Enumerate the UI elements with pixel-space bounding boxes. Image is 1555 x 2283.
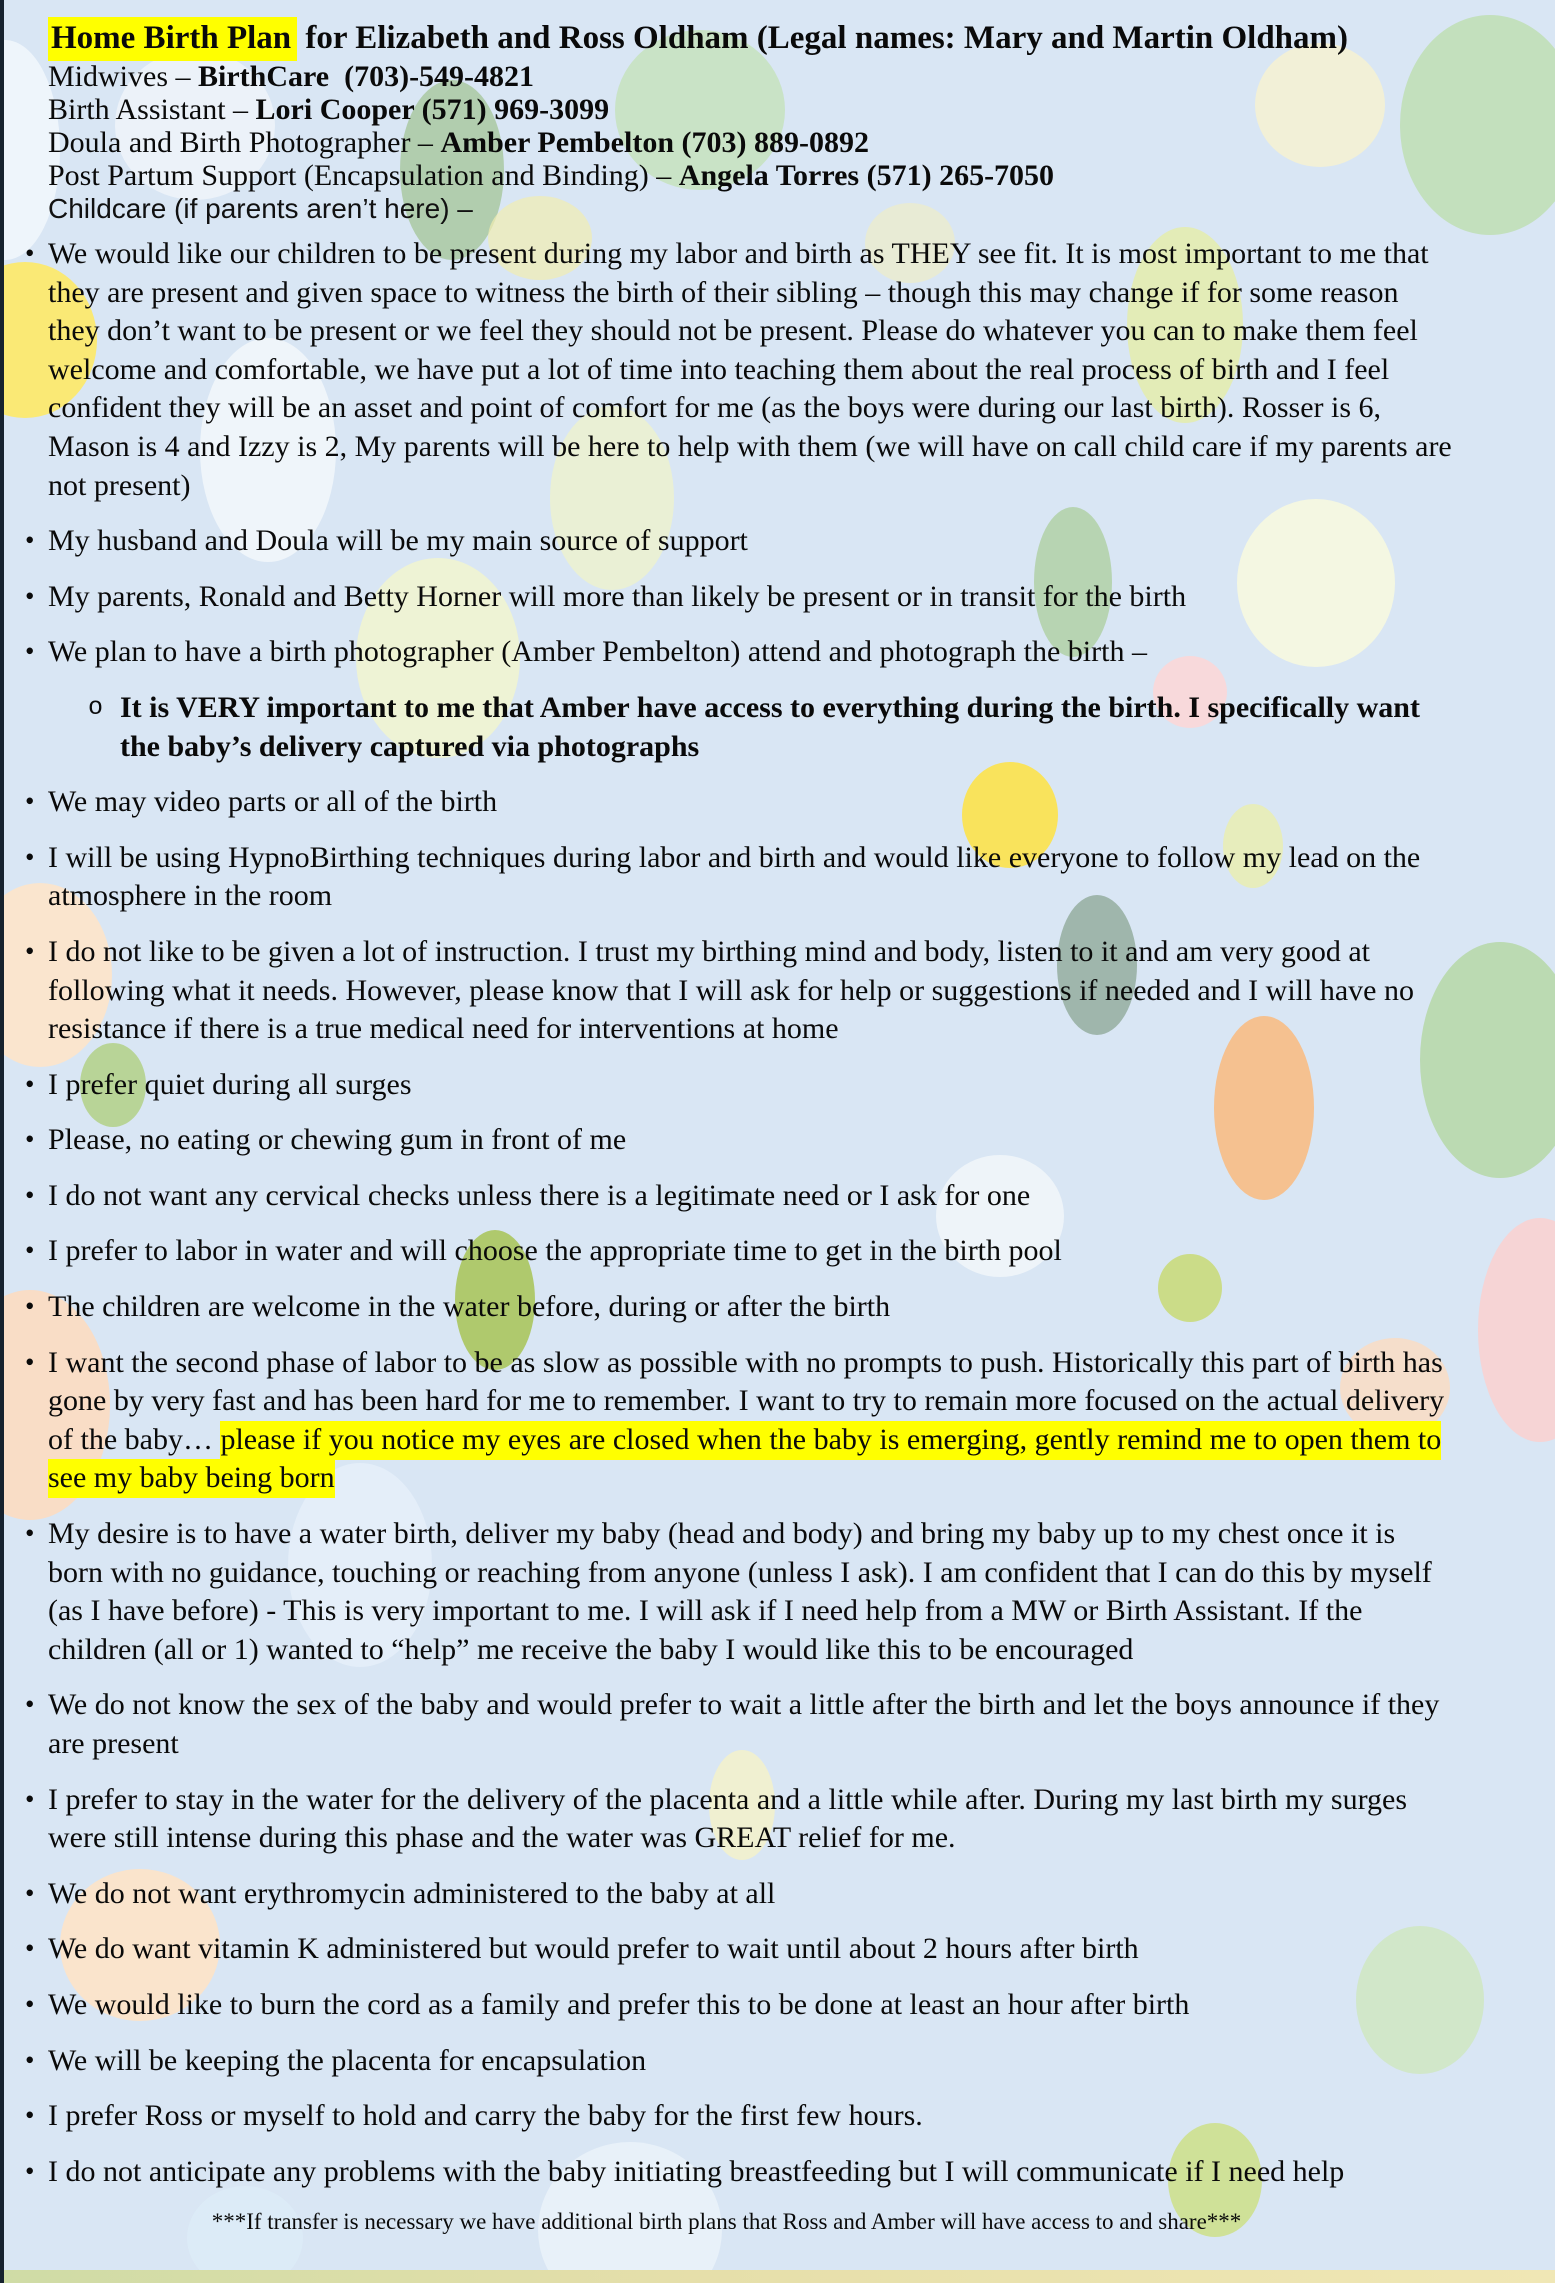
disc-bullet-marker: • — [25, 636, 35, 667]
contact-label: Post Partum Support (Encapsulation and Binding) – — [48, 159, 679, 192]
bullet-text: The children are welcome in the water before, during or after the birth — [48, 1290, 891, 1324]
bullet-item — [0, 1515, 1453, 1669]
bullet-item — [0, 1686, 1453, 1763]
bullet-text: Please, no eating or chewing gum in front of me — [48, 1123, 627, 1157]
disc-bullet-marker: • — [25, 2100, 35, 2131]
disc-bullet-marker: • — [25, 1346, 35, 1377]
disc-bullet-marker: • — [25, 786, 35, 817]
contact-name-phone: BirthCare (703)-549-4821 — [198, 60, 535, 93]
bullet-text: My desire is to have a water birth, deliver my baby (head and body) and bring my baby up to my chest once it is born with no guidance, touching or reaching from anyone (unless I ask). I am confident that I can do this by myself (as I have before) - This is very important to me. I will ask if I need help from a MW or Birth Assistant. If the children (all or 1) wanted to “help” me receive the baby I would like this to be encouraged — [48, 1517, 1432, 1666]
bullet-text: I will be using HypnoBirthing techniques during labor and birth and would like everyone to follow my lead on the atmosphere in the room — [48, 840, 1421, 913]
bullet-item — [0, 1875, 1453, 1914]
disc-bullet-marker: • — [25, 1291, 35, 1322]
contact-label: Midwives – — [48, 60, 198, 93]
bullet-text: We do want vitamin K administered but would prefer to wait until about 2 hours after birth — [48, 1932, 1139, 1966]
bullet-item — [0, 1066, 1453, 1105]
bullet-text: I do not like to be given a lot of instruction. I trust my birthing mind and body, listen to it and am very good at following what it needs. However, please know that I will ask for help or suggestions if needed and I will have no resistance if there is a true medical need for interventions at home — [48, 934, 1414, 1046]
bullet-item — [0, 839, 1453, 916]
bullet-item — [0, 1288, 1453, 1327]
contact-line-postpartum-support — [48, 159, 1555, 192]
contact-line-birth-assistant — [48, 93, 1555, 126]
disc-bullet-marker: • — [25, 1179, 35, 1210]
bullet-text: I prefer quiet during all surges — [48, 1067, 412, 1101]
bullet-item — [0, 1121, 1453, 1160]
bullet-item — [0, 1781, 1453, 1858]
disc-bullet-marker: • — [25, 841, 35, 872]
birth-plan-list — [0, 235, 1453, 2191]
disc-bullet-marker: • — [25, 238, 35, 268]
contact-label: Doula and Birth Photographer – — [48, 126, 441, 159]
bottom-accent-bar — [0, 2270, 1555, 2283]
bullet-text: We would like to burn the cord as a family and prefer this to be done at least an hour after birth — [48, 1987, 1190, 2021]
bullet-item — [0, 1344, 1453, 1498]
disc-bullet-marker: • — [25, 1689, 35, 1720]
title-rest: for Elizabeth and Ross Oldham (Legal names: Mary and Martin Oldham) — [297, 20, 1348, 56]
bullet-text: My husband and Doula will be my main source of support — [48, 524, 748, 558]
disc-bullet-marker: • — [25, 1068, 35, 1099]
contact-line-midwives — [48, 60, 1555, 93]
contact-name-phone: Lori Cooper (571) 969-3099 — [255, 93, 610, 126]
bullet-item — [0, 235, 1453, 505]
bullet-item — [0, 2097, 1453, 2136]
disc-bullet-marker: • — [25, 1933, 35, 1964]
bullet-item — [0, 2042, 1453, 2081]
contact-name-phone: Amber Pembelton (703) 889-0892 — [440, 126, 869, 159]
bullet-text: I prefer Ross or myself to hold and carry the baby for the first few hours. — [48, 2099, 923, 2133]
bullet-item — [0, 1986, 1453, 2025]
contact-line-doula-photographer — [48, 126, 1555, 159]
document-header — [0, 0, 1555, 226]
bullet-item — [0, 783, 1453, 822]
bullet-text: I prefer to stay in the water for the delivery of the placenta and a little while after. During my last birth my surges were still intense during this phase and the water was GREAT relief for me. — [48, 1782, 1408, 1855]
disc-bullet-marker: • — [25, 935, 35, 966]
bullet-text: We plan to have a birth photographer (Amber Pembelton) attend and photograph the birth – — [48, 635, 1147, 669]
disc-bullet-marker: • — [25, 1988, 35, 2019]
bullet-text: We do not want erythromycin administered to the baby at all — [48, 1876, 776, 1910]
bullet-item — [0, 633, 1453, 672]
disc-bullet-marker: • — [25, 1877, 35, 1908]
left-edge-border — [0, 0, 4, 2283]
bullet-text: I want the second phase of labor to be as slow as possible with no prompts to push. Historically this part of birth has gone by very fast and has been hard for me to remember. I want to try to remain more focused on the actual delivery of the baby… — [48, 1345, 1445, 1456]
bullet-text: I do not want any cervical checks unless there is a legitimate need or I ask for one — [48, 1178, 1031, 1212]
contact-line-childcare: Childcare (if parents aren’t here) – — [48, 193, 473, 224]
bullet-item — [0, 1930, 1453, 1969]
bullet-text: My parents, Ronald and Betty Horner will more than likely be present or in transit for the birth — [48, 579, 1187, 613]
bullet-text: We may video parts or all of the birth — [48, 785, 498, 819]
bullet-text: I do not anticipate any problems with the baby initiating breastfeeding but I will communicate if I need help — [48, 2154, 1345, 2188]
bullet-item — [0, 2153, 1453, 2192]
bullet-text: We do not know the sex of the baby and would prefer to wait a little after the birth and let the boys announce if they are present — [48, 1688, 1440, 1760]
disc-bullet-marker: • — [25, 525, 35, 556]
bullet-text: We will be keeping the placenta for encapsulation — [48, 2043, 647, 2077]
disc-bullet-marker: • — [25, 2044, 35, 2075]
contact-name-phone: Angela Torres (571) 265-7050 — [678, 159, 1055, 192]
disc-bullet-marker: • — [25, 580, 35, 611]
page-title — [48, 16, 1555, 60]
contact-label: Birth Assistant – — [48, 93, 256, 126]
title-highlight: Home Birth Plan — [48, 17, 297, 61]
bullet-item — [0, 933, 1453, 1049]
disc-bullet-marker: • — [25, 2155, 35, 2186]
disc-bullet-marker: • — [25, 1783, 35, 1814]
transfer-note: ***If transfer is necessary we have additional birth plans that Ross and Amber will have access to and share*** — [211, 2209, 1242, 2235]
circle-bullet-marker: o — [88, 692, 104, 722]
sub-bullet-item — [0, 689, 1453, 766]
bullet-text: We would like our children to be present during my labor and birth as THEY see fit. It is most important to me that they are present and given space to witness the birth of their sibling – though this may change if for some reason they don’t want to be present or we feel they should not be present. Please do whatever you can to make them feel welcome and comfortable, we have put a lot of time into teaching them about the real process of birth and I feel confident they will be an asset and point of comfort for me (as the boys were during our last birth). Rosser is 6, Mason is 4 and Izzy is 2, My parents will be here to help with them (we will have on call child care if my parents are not present) — [48, 237, 1452, 502]
disc-bullet-marker: • — [25, 1235, 35, 1266]
disc-bullet-marker: • — [25, 1518, 35, 1549]
bullet-text: I prefer to labor in water and will choose the appropriate time to get in the birth pool — [48, 1234, 1062, 1268]
bullet-item — [0, 1232, 1453, 1271]
disc-bullet-marker: • — [25, 1124, 35, 1155]
bullet-text-highlighted: please if you notice my eyes are closed when the baby is emerging, gently remind me to open them to see my baby being born — [48, 1421, 1441, 1499]
bullet-item — [0, 578, 1453, 617]
bullet-text: It is VERY important to me that Amber have access to everything during the birth. I specifically want the baby’s delivery captured via photographs — [120, 690, 1420, 763]
bullet-item — [0, 522, 1453, 561]
bullet-item — [0, 1177, 1453, 1216]
